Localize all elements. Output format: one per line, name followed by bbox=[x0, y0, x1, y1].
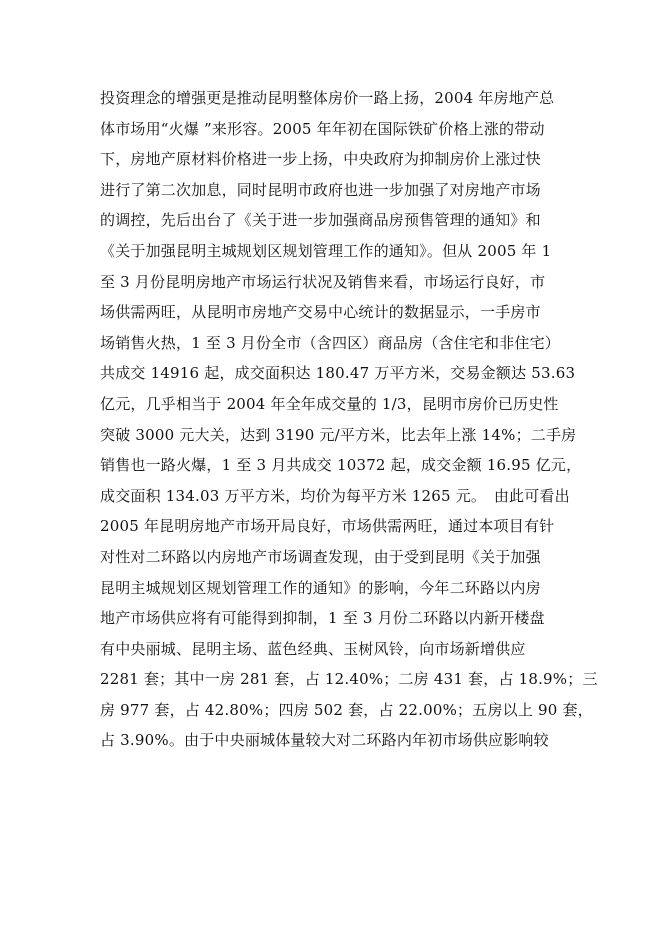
text-line: 成交面积 134.03 万平方米，均价为每平方米 1265 元。 由此可看出 bbox=[100, 486, 570, 505]
text-line: 销售也一路火爆，1 至 3 月共成交 10372 起，成交金额 16.95 亿元， bbox=[100, 456, 582, 475]
text-line: 昆明主城规划区规划管理工作的通知》的影响，今年二环路以内房 bbox=[100, 578, 541, 597]
text-line: 下，房地产原材料价格进一步上扬，中央政府为抑制房价上涨过快 bbox=[100, 150, 541, 169]
text-line: 2005 年昆明房地产市场开局良好，市场供需两旺，通过本项目有针 bbox=[100, 517, 555, 536]
text-line: 场供需两旺，从昆明市房地产交易中心统计的数据显示，一手房市 bbox=[100, 303, 541, 322]
text-line: 投资理念的增强更是推动昆明整体房价一路上扬，2004 年房地产总 bbox=[100, 89, 555, 107]
text-line: 的调控，先后出台了《关于进一步加强商品房预售管理的通知》和 bbox=[100, 211, 541, 230]
text-line: 亿元，几乎相当于 2004 年全年成交量的 1/3，昆明市房价已历史性 bbox=[100, 394, 559, 413]
text-line: 对性对二环路以内房地产市场调查发现，由于受到昆明《关于加强 bbox=[100, 547, 541, 566]
text-line: 占 3.90%。由于中央丽城体量较大对二环路内年初市场供应影响较 bbox=[100, 731, 549, 750]
body-paragraph bbox=[100, 83, 598, 756]
text-line: 地产市场供应将有可能得到抑制，1 至 3 月份二环路以内新开楼盘 bbox=[100, 609, 545, 628]
text-line: 2281 套；其中一房 281 套，占 12.40%；二房 431 套，占 18.9%；三 bbox=[100, 670, 598, 689]
text-line: 进行了第二次加息，同时昆明市政府也进一步加强了对房地产市场 bbox=[100, 180, 541, 199]
text-line: 场销售火热，1 至 3 月份全市（含四区）商品房（含住宅和非住宅） bbox=[100, 333, 560, 352]
text-line: 突破 3000 元大关，达到 3190 元/平方米，比去年上涨 14%；二手房 bbox=[100, 425, 577, 444]
text-line: 《关于加强昆明主城规划区规划管理工作的通知》。但从 2005 年 1 bbox=[100, 241, 552, 260]
text-line: 房 977 套，占 42.80%；四房 502 套，占 22.00%；五房以上 90 套， bbox=[100, 700, 593, 719]
text-line: 共成交 14916 起，成交面积达 180.47 万平方米，交易金额达 53.63 bbox=[100, 364, 576, 383]
text-line: 有中央丽城、昆明主场、蓝色经典、玉树风铃，向市场新增供应 bbox=[100, 639, 526, 658]
text-line: 至 3 月份昆明房地产市场运行状况及销售来看，市场运行良好，市 bbox=[100, 272, 546, 291]
text-line: 体市场用“火爆 ”来形容。2005 年年初在国际铁矿价格上涨的带动 bbox=[100, 119, 545, 138]
